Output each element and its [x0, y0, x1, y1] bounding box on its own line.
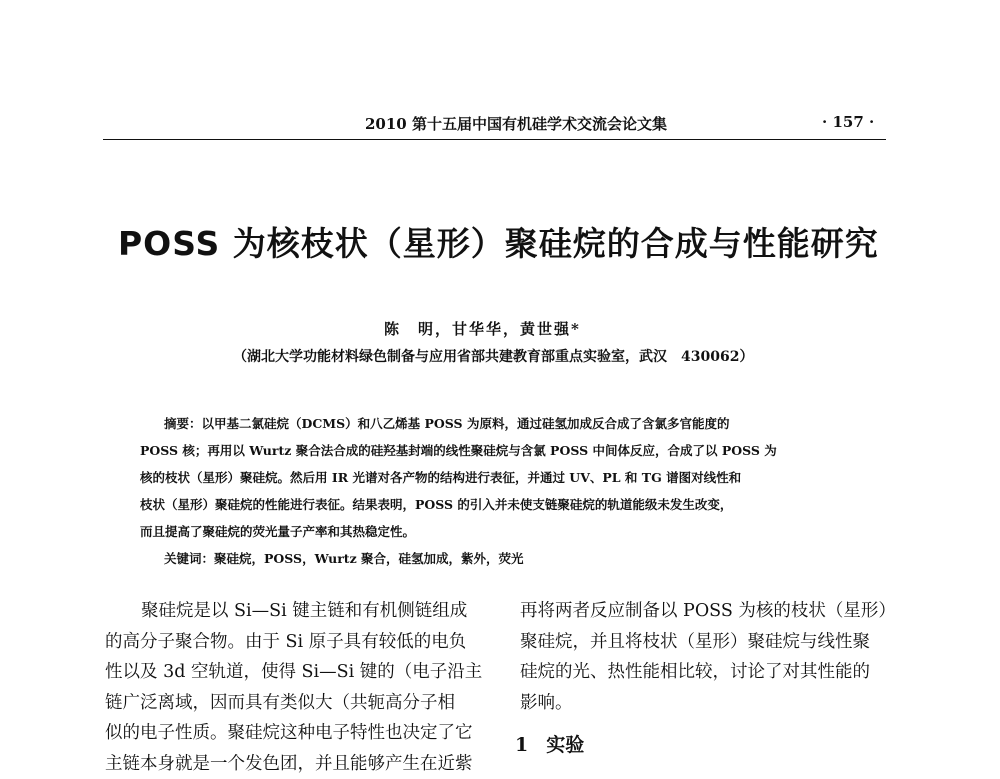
header-rule — [103, 139, 886, 140]
section-title: 实验 — [546, 734, 584, 756]
abstract-block — [140, 410, 860, 572]
body-line: 影响。 — [520, 688, 900, 719]
abstract-text: 以甲基二氯硅烷（DCMS）和八乙烯基 POSS 为原料，通过硅氢加成反合成了含氯多官能度的 — [202, 416, 730, 431]
abstract-line: POSS 核；再用以 Wurtz 聚合法合成的硅羟基封端的线性聚硅烷与含氯 POSS 中间体反应，合成了以 POSS 为 — [140, 437, 860, 464]
abstract-line: 枝状（星形）聚硅烷的性能进行表征。结果表明，POSS 的引入并未使支链聚硅烷的轨道能级未发生改变， — [140, 491, 860, 518]
keywords-line — [140, 545, 860, 572]
body-line: 聚硅烷，并且将枝状（星形）聚硅烷与线性聚 — [520, 627, 900, 658]
abstract-line: 而且提高了聚硅烷的荧光量子产率和其热稳定性。 — [140, 518, 860, 545]
body-line: 的高分子聚合物。由于 Si 原子具有较低的电负 — [105, 627, 490, 658]
keywords-label: 关键词： — [164, 551, 214, 566]
paper-title: POSS 为核枝状（星形）聚硅烷的合成与性能研究 — [118, 218, 879, 265]
section-heading — [515, 730, 584, 757]
abstract-label: 摘要： — [164, 416, 202, 431]
author-list: 陈 明，甘华华，黄世强* — [384, 318, 581, 339]
body-line: 再将两者反应制备以 POSS 为核的枝状（星形） — [520, 596, 900, 627]
left-column — [105, 596, 490, 779]
body-line: 性以及 3d 空轨道，使得 Si—Si 键的（电子沿主 — [105, 657, 490, 688]
right-column — [520, 596, 900, 718]
body-line: 硅烷的光、热性能相比较，讨论了对其性能的 — [520, 657, 900, 688]
section-number: 1 — [515, 734, 528, 756]
page-number: · 157 · — [822, 113, 874, 131]
body-line: 主链本身就是一个发色团，并且能够产生在近紫 — [105, 749, 490, 779]
proceedings-title: 2010 第十五届中国有机硅学术交流会论文集 — [365, 113, 667, 134]
body-line: 似的电子性质。聚硅烷这种电子特性也决定了它 — [105, 718, 490, 749]
abstract-line: 核的枝状（星形）聚硅烷。然后用 IR 光谱对各产物的结构进行表征，并通过 UV、PL 和 TG 谱图对线性和 — [140, 464, 860, 491]
abstract-line — [140, 410, 860, 437]
body-line: 聚硅烷是以 Si—Si 键主链和有机侧链组成 — [105, 596, 490, 627]
keywords-text: 聚硅烷，POSS，Wurtz 聚合，硅氢加成，紫外，荧光 — [214, 551, 524, 566]
body-line: 链广泛离域，因而具有类似大（共轭高分子相 — [105, 688, 490, 719]
affiliation: （湖北大学功能材料绿色制备与应用省部共建教育部重点实验室，武汉 430062） — [233, 346, 753, 366]
